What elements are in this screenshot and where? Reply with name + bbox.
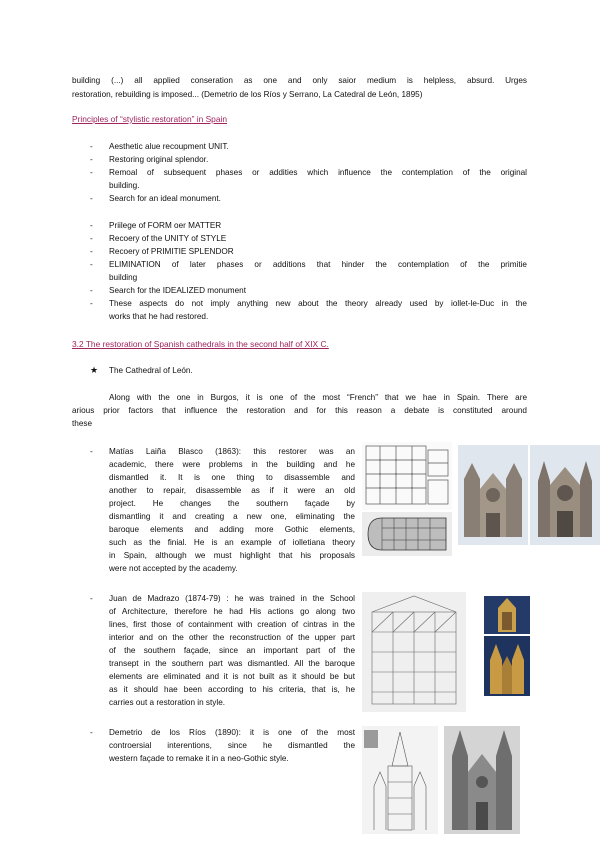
bullet-line: Demetrio de los Ríos (1890): it is one of the most xyxy=(109,728,355,737)
bullet-line: Juan de Madrazo (1874-79) : he was trained in the School xyxy=(109,594,355,603)
dash-icon: - xyxy=(90,142,93,151)
para-line: arious prior factors that influence the restoration and for this reason a debate is constituted around xyxy=(72,406,527,415)
dash-icon: - xyxy=(90,260,93,269)
cathedral-west-facade-figure xyxy=(444,726,520,834)
list-item: Search for the IDEALIZED monument xyxy=(109,286,246,295)
bullet-line: elements are eliminated and it is not built as it should be but xyxy=(109,672,355,681)
bullet-line: controersial interentions, since he dismantled the xyxy=(109,741,355,750)
bullet-line: carries out a restoration in style. xyxy=(109,698,226,707)
dash-icon: - xyxy=(90,286,93,295)
bullet-line: baroque elements and adding more Gothic elements, xyxy=(109,525,355,534)
intro-line-2: restoration, rebuilding is imposed... (Demetrio de los Ríos y Serrano, La Catedral de León, 1895) xyxy=(72,90,423,99)
list-item-continuation: building xyxy=(109,273,138,282)
cathedral-facade-figure xyxy=(530,445,600,545)
dash-icon: - xyxy=(90,221,93,230)
scaffold-drawing-figure xyxy=(362,592,466,712)
stained-glass-figure xyxy=(484,596,530,634)
bullet-de-los-rios xyxy=(109,726,355,765)
dash-icon: - xyxy=(90,447,93,456)
para-line: Along with the one in Burgos, it is one of the most “French” that we hae in Spain. There are xyxy=(109,393,527,402)
dash-icon: - xyxy=(90,168,93,177)
dash-icon: - xyxy=(90,728,93,737)
bullet-laina-blasco xyxy=(109,445,355,575)
bullet-line: such as the finial. He is an example of iolletiana theory xyxy=(109,538,355,547)
dash-icon: - xyxy=(90,155,93,164)
dash-icon: - xyxy=(90,299,93,308)
bullet-line: transept in the southern part was dismantled. All the baroque xyxy=(109,659,355,668)
bullet-line: academic, there were problems in the building and he xyxy=(109,460,355,469)
bullet-line: dismantling it and creating a new one, eliminating the xyxy=(109,512,355,521)
bullet-line: interior and on the other the reconstruction of the upper part xyxy=(109,633,355,642)
bullet-line: were not accepted by the academy. xyxy=(109,564,238,573)
list-item: ELIMINATION of later phases or additions that hinder the contemplation of the primitie xyxy=(109,260,527,269)
bullet-line: of Architecture, therefore he had His actions go along two xyxy=(109,607,355,616)
cathedral-facade-figure xyxy=(458,445,528,545)
bullet-line: of the southern façade, since an important part of the xyxy=(109,646,355,655)
section-heading-cathedrals: 3.2 The restoration of Spanish cathedrals in the second half of XIX C. xyxy=(72,339,329,349)
dash-icon: - xyxy=(90,194,93,203)
cathedral-night-figure xyxy=(484,636,530,696)
list-item: Remoal of subsequent phases or addities which influence the contemplation of the original xyxy=(109,168,527,177)
list-item: Restoring original splendor. xyxy=(109,155,209,164)
spire-drawing-figure xyxy=(362,726,438,834)
list-item-continuation: building. xyxy=(109,181,140,190)
list-item: Recoery of PRIMITIE SPLENDOR xyxy=(109,247,234,256)
list-item: Recoery of the UNITY of STYLE xyxy=(109,234,227,243)
star-item-cathedral-leon: The Cathedral of León. xyxy=(109,366,193,375)
list-item: Aesthetic alue recoupment UNIT. xyxy=(109,142,229,151)
list-item: Priilege of FORM oer MATTER xyxy=(109,221,222,230)
intro-line-1: building (...) all applied conseration as one and only saior medium is helpless, absurd. Urges xyxy=(72,76,527,85)
bullet-line: project. He changes the southern façade by xyxy=(109,499,355,508)
list-item-continuation: works that he had restored. xyxy=(109,312,209,321)
cathedral-plan-figure xyxy=(362,512,452,556)
bullet-line: in Spain, although we must highlight that his proposals xyxy=(109,551,355,560)
dash-icon: - xyxy=(90,234,93,243)
bullet-line: western façade to remake it in a neo-Gothic style. xyxy=(109,754,289,763)
bullet-line: lines, first those of containment with creation of cintras in the xyxy=(109,620,355,629)
bullet-line: dismantled it. It is one thing to disassemble and xyxy=(109,473,355,482)
bullet-line: Matías Laiña Blasco (1863): this restorer was an xyxy=(109,447,355,456)
dash-icon: - xyxy=(90,594,93,603)
dash-icon: - xyxy=(90,247,93,256)
list-item: These aspects do not imply anything new about the theory already used by iollet-le-Duc in the xyxy=(109,299,527,308)
floor-plan-figure xyxy=(362,442,452,510)
para-line: these xyxy=(72,419,93,428)
bullet-madrazo xyxy=(109,592,355,709)
section-heading-principles: Principles of “stylistic restoration” in Spain xyxy=(72,114,227,124)
bullet-line: another to repair, disassemble as if it were an old xyxy=(109,486,355,495)
list-item: Search for an ideal monument. xyxy=(109,194,221,203)
star-icon: ★ xyxy=(90,365,99,375)
bullet-line: as it should hae been according to his criteria, that is, he xyxy=(109,685,355,694)
